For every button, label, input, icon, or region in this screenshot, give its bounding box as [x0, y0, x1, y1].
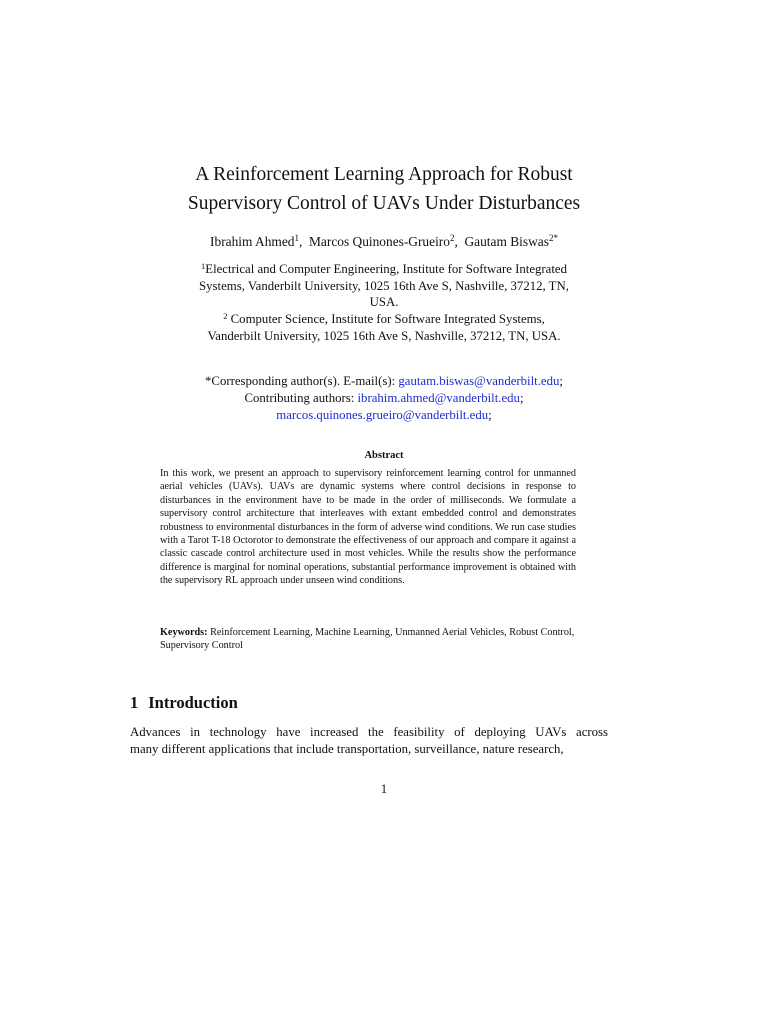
contributing-label: Contributing authors:	[244, 390, 358, 405]
contact-block	[100, 373, 668, 423]
separator: ;	[488, 407, 492, 422]
author-name: Gautam Biswas	[464, 234, 549, 249]
author-list: Ibrahim Ahmed$^1$, Marcos Quinones-Grueiro$^2$, Gautam Biswas$^{2*}$	[210, 233, 558, 249]
section-title: Introduction	[148, 693, 238, 712]
affiliation-line: Vanderbilt University, 1025 16th Ave S, Nashville, 37212, TN, USA.	[207, 328, 561, 343]
affiliation-line: USA.	[369, 295, 399, 309]
title-line-1: A Reinforcement Learning Approach for Robust	[195, 164, 573, 185]
section-heading-introduction	[130, 693, 238, 713]
paragraph-line: many different applications that include transportation, surveillance, nature research,	[130, 742, 564, 756]
paragraph-line: Advances in technology have increased the feasibility of deploying UAVs across	[130, 725, 608, 739]
author-affiliation-mark: 2*	[548, 233, 558, 243]
affiliation-mark: 1	[201, 261, 206, 271]
affiliation-2	[140, 311, 628, 344]
corresponding-email-link[interactable]: gautam.biswas@vanderbilt.edu	[398, 374, 560, 388]
page-number: 1	[380, 782, 388, 796]
keywords-text: Reinforcement Learning, Machine Learning, Unmanned Aerial Vehicles, Robust Control, Supervisory Control	[160, 627, 575, 652]
abstract-heading: Abstract	[364, 450, 404, 461]
author-name: Ibrahim Ahmed	[210, 234, 295, 249]
introduction-text	[130, 724, 608, 758]
affiliation-line: Systems, Vanderbilt University, 1025 16th Ave S, Nashville, 37212, TN,	[199, 278, 569, 293]
separator: ;	[559, 374, 563, 388]
keywords	[160, 626, 576, 653]
separator: ;	[519, 390, 524, 405]
affiliation-line: Computer Science, Institute for Software Integrated Systems,	[227, 312, 545, 326]
keywords-label: Keywords:	[160, 627, 208, 638]
contributing-email-link-2[interactable]: marcos.quinones.grueiro@vanderbilt.edu	[276, 407, 489, 422]
section-number: 1	[130, 693, 139, 712]
contributing-email-link-1[interactable]: ibrahim.ahmed@vanderbilt.edu	[357, 390, 520, 405]
title-line-2: Supervisory Control of UAVs Under Disturbances	[187, 193, 581, 214]
abstract-text: In this work, we present an approach to supervisory reinforcement learning control for unmanned aerial vehicles (UAVs). UAVs are dynamic systems where control decisions in response to disturbances in the environment have to be made in the order of milliseconds. We formulate a supervisory control architecture that interleaves with extant embedded control and demonstrates robustness to environmental disturbances in the form of adverse wind conditions. We run case studies with a Tarot T-18 Octorotor to demonstrate the effectiveness of our approach and compare it against a classic cascade control architecture used in most vehicles. While the results show the performance difference is marginal for nominal operations, substantial performance improvement is obtained with the supervisory RL approach under unseen wind conditions.	[160, 468, 576, 587]
author-affiliation-mark: 1	[294, 233, 299, 243]
affiliation-line: Electrical and Computer Engineering, Institute for Software Integrated	[205, 262, 567, 276]
paper-title	[100, 160, 668, 218]
affiliation-1	[140, 261, 628, 311]
corresponding-label: *Corresponding author(s). E-mail(s):	[205, 374, 399, 388]
author-affiliation-mark: 2	[449, 233, 455, 243]
affiliation-mark: 2	[223, 311, 228, 321]
author-name: Marcos Quinones-Grueiro	[309, 234, 450, 249]
